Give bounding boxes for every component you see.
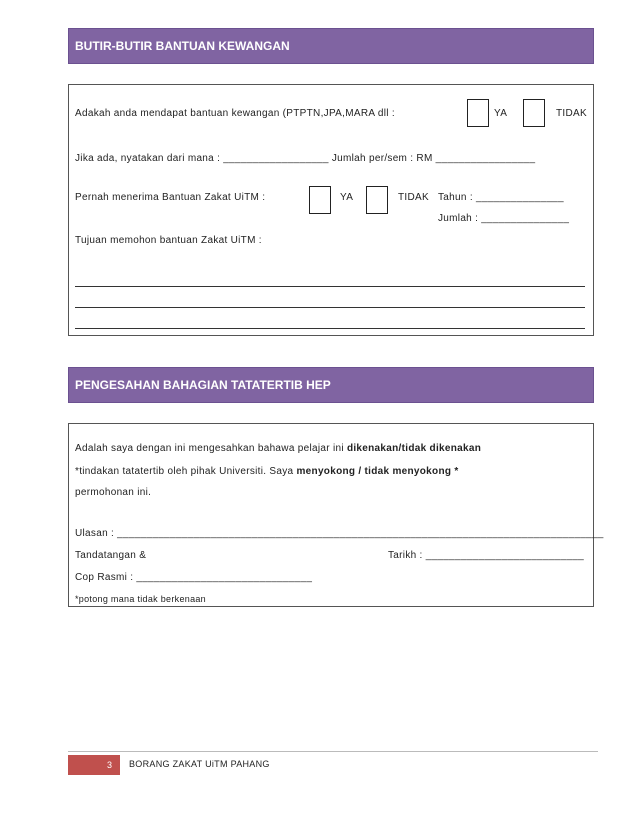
confirmation-line-3: permohonan ini.: [75, 487, 152, 498]
label-ya-zakat: YA: [340, 192, 354, 203]
section-title: PENGESAHAN BAHAGIAN TATATERTIB HEP: [75, 378, 331, 392]
field-ulasan: Ulasan : ___________________________________________________________________________________: [75, 528, 604, 539]
purpose-line-1[interactable]: [75, 286, 585, 287]
checkbox-ya-zakat[interactable]: [309, 186, 331, 214]
purpose-line-3[interactable]: [75, 328, 585, 329]
question-financial-aid: Adakah anda mendapat bantuan kewangan (PTPTN,JPA,MARA dll :: [75, 108, 395, 119]
confirmation-text: *tindakan tatatertib oleh pihak Universiti. Saya: [75, 466, 297, 477]
footer-title: BORANG ZAKAT UiTM PAHANG: [129, 759, 270, 769]
label-ya-aid: YA: [494, 108, 508, 119]
footnote: *potong mana tidak berkenaan: [75, 594, 206, 604]
field-cop-rasmi: Cop Rasmi : ______________________________: [75, 572, 313, 583]
label-tandatangan: Tandatangan &: [75, 550, 147, 561]
section-title: BUTIR-BUTIR BANTUAN KEWANGAN: [75, 39, 290, 53]
page-number-badge: [68, 755, 120, 775]
purpose-line-2[interactable]: [75, 307, 585, 308]
confirmation-line-2: [75, 466, 459, 477]
checkbox-ya-aid[interactable]: [467, 99, 489, 127]
field-jumlah: Jumlah : _______________: [438, 213, 570, 224]
section-header-disciplinary: [68, 367, 594, 403]
section-header-financial-aid: [68, 28, 594, 64]
page-number: 3: [106, 760, 112, 770]
dikenakan-option: dikenakan/tidak dikenakan: [346, 443, 482, 454]
confirmation-line-1: [75, 443, 481, 454]
question-source-amount: Jika ada, nyatakan dari mana : __________________ Jumlah per/sem : RM _________________: [75, 153, 536, 164]
menyokong-option: menyokong / tidak menyokong *: [296, 466, 459, 477]
confirmation-text: Adalah saya dengan ini mengesahkan bahawa pelajar ini: [75, 443, 347, 454]
label-tidak-aid: TIDAK: [556, 108, 587, 119]
field-tarikh: Tarikh : ___________________________: [388, 550, 584, 561]
checkbox-tidak-aid[interactable]: [523, 99, 545, 127]
financial-aid-box: [68, 84, 594, 336]
checkbox-tidak-zakat[interactable]: [366, 186, 388, 214]
footer-divider: [68, 751, 598, 752]
label-tidak-zakat: TIDAK: [398, 192, 429, 203]
question-zakat-received: Pernah menerima Bantuan Zakat UiTM :: [75, 192, 266, 203]
question-purpose: Tujuan memohon bantuan Zakat UiTM :: [75, 235, 262, 246]
field-tahun: Tahun : _______________: [438, 192, 564, 203]
